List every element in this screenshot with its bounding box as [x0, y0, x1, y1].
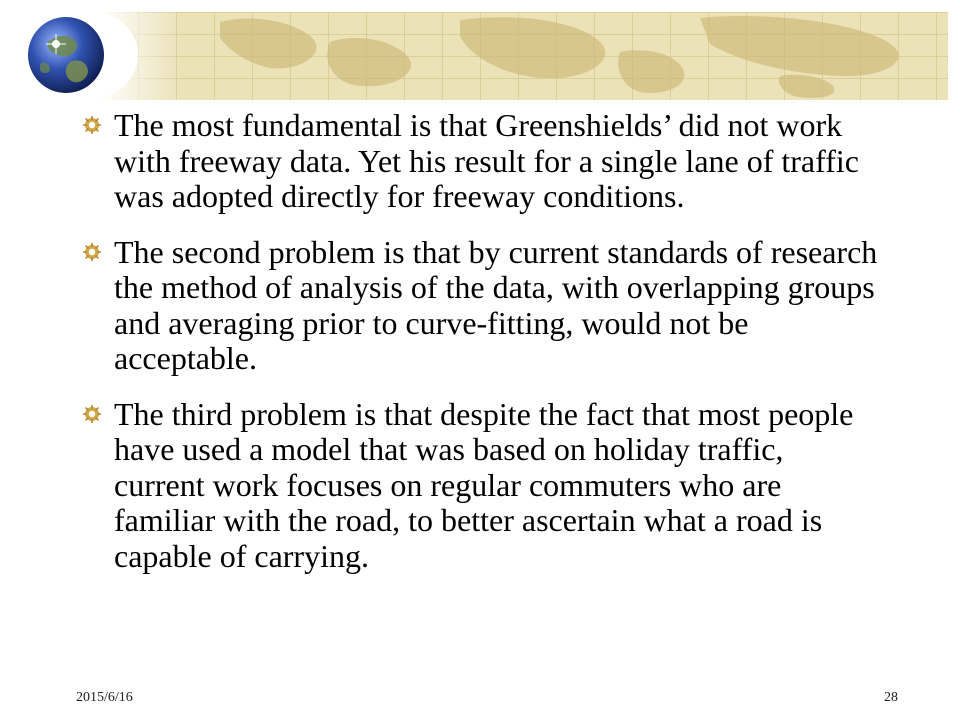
- bullet-item-1: [82, 108, 882, 215]
- page-number: 28: [884, 690, 898, 705]
- bullet-text: The second problem is that by current standards of research the method of analysis of the data, with overlapping groups and averaging prior to curve-fitting, would not be acceptable.: [114, 233, 878, 376]
- bullet-item-2: [82, 235, 882, 377]
- bullet-text: The most fundamental is that Greenshields’ did not work with freeway data. Yet his result for a single lane of traffic was adopted directly for freeway conditions.: [114, 107, 859, 214]
- header-map-banner: [100, 12, 948, 100]
- globe-icon: [26, 12, 138, 98]
- bullet-item-3: [82, 397, 882, 575]
- gear-sun-bullet-icon: [82, 115, 102, 135]
- footer-date: 2015/6/16: [76, 690, 133, 705]
- bullet-list: [82, 108, 882, 594]
- gear-sun-bullet-icon: [82, 242, 102, 262]
- gear-sun-bullet-icon: [82, 404, 102, 424]
- bullet-text: The third problem is that despite the fact that most people have used a model that was based on holiday traffic, current work focuses on regular commuters who are familiar with the road, to better ascertain what a road is capable of carrying.: [114, 395, 854, 574]
